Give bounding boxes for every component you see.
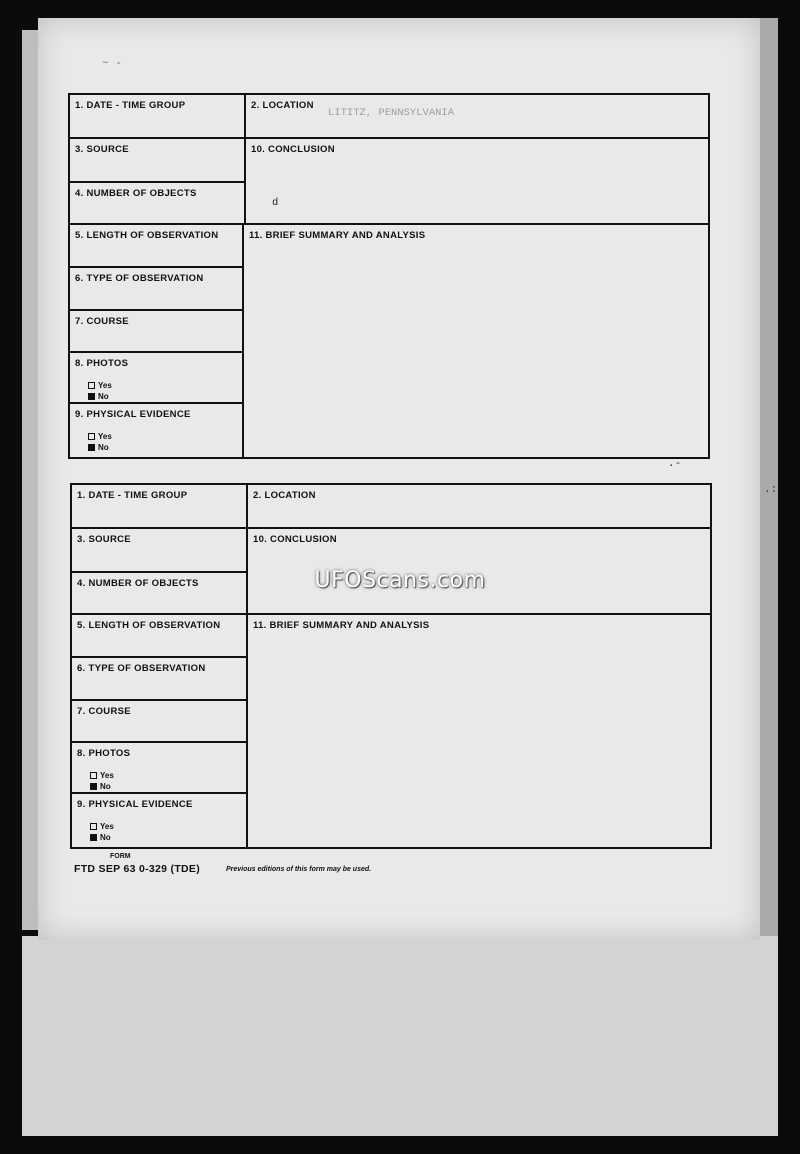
type-of-observation-label: 6. TYPE OF OBSERVATION [77,663,206,674]
form-word: FORM [110,853,131,860]
physical-evidence-yes-option [88,431,112,442]
date-time-group-label: 1. DATE - TIME GROUP [77,490,188,501]
photos-yes-label: Yes [100,771,114,780]
type-of-observation-cell [72,658,248,701]
physical-evidence-no-label: No [100,833,111,842]
checked-box-icon [88,393,95,400]
checked-box-icon [90,783,97,790]
photos-label: 8. PHOTOS [75,358,129,369]
physical-evidence-yes-label: Yes [98,432,112,441]
photos-cell [72,743,248,794]
photos-options [88,380,112,402]
physical-evidence-no-option [88,442,112,453]
photos-options [90,770,114,792]
course-label: 7. COURSE [77,706,131,717]
scan-speck: .- [668,458,682,470]
type-of-observation-cell [70,268,244,311]
course-cell [70,311,244,353]
physical-evidence-yes-label: Yes [100,822,114,831]
project-card-form-2 [70,483,712,849]
conclusion-mark: d [272,197,279,209]
source-label: 3. SOURCE [77,534,131,545]
length-of-observation-cell [72,615,248,658]
summary-cell [248,615,710,847]
length-of-observation-label: 5. LENGTH OF OBSERVATION [77,620,221,631]
scan-speck: .: [764,484,778,496]
checkbox-icon [90,772,97,779]
number-of-objects-label: 4. NUMBER OF OBJECTS [77,578,199,589]
course-cell [72,701,248,743]
location-label: 2. LOCATION [251,100,314,111]
date-time-group-cell [70,95,246,139]
location-label: 2. LOCATION [253,490,316,501]
number-of-objects-cell [70,183,246,225]
checkbox-icon [90,823,97,830]
physical-evidence-cell [70,404,244,457]
project-card-form-1 [68,93,710,459]
photos-no-option [90,781,114,792]
location-cell [248,485,710,529]
photos-yes-option [90,770,114,781]
checkbox-icon [88,382,95,389]
summary-label: 11. BRIEF SUMMARY AND ANALYSIS [249,230,426,241]
type-of-observation-label: 6. TYPE OF OBSERVATION [75,273,204,284]
photos-label: 8. PHOTOS [77,748,131,759]
checkbox-icon [88,433,95,440]
physical-evidence-no-label: No [98,443,109,452]
scan-speck: ~ - [102,58,122,70]
length-of-observation-label: 5. LENGTH OF OBSERVATION [75,230,219,241]
physical-evidence-label: 9. PHYSICAL EVIDENCE [77,799,193,810]
underlying-page-strip [22,936,778,1136]
paper-right-edge [760,18,778,936]
photos-no-label: No [100,782,111,791]
photos-yes-label: Yes [98,381,112,390]
summary-label: 11. BRIEF SUMMARY AND ANALYSIS [253,620,430,631]
checked-box-icon [88,444,95,451]
physical-evidence-label: 9. PHYSICAL EVIDENCE [75,409,191,420]
physical-evidence-no-option [90,832,114,843]
summary-cell [244,225,708,457]
conclusion-label: 10. CONCLUSION [253,534,337,545]
source-cell [72,529,248,573]
length-of-observation-cell [70,225,244,268]
conclusion-cell [246,139,708,225]
date-time-group-label: 1. DATE - TIME GROUP [75,100,186,111]
physical-evidence-options [90,821,114,843]
photos-yes-option [88,380,112,391]
checked-box-icon [90,834,97,841]
photos-no-label: No [98,392,109,401]
location-cell [246,95,708,139]
photos-cell [70,353,244,404]
location-value: LITITZ, PENNSYLVANIA [328,107,455,119]
source-label: 3. SOURCE [75,144,129,155]
number-of-objects-label: 4. NUMBER OF OBJECTS [75,188,197,199]
conclusion-label: 10. CONCLUSION [251,144,335,155]
physical-evidence-cell [72,794,248,847]
form-note: Previous editions of this form may be used. [226,866,372,873]
photos-no-option [88,391,112,402]
date-time-group-cell [72,485,248,529]
course-label: 7. COURSE [75,316,129,327]
physical-evidence-yes-option [90,821,114,832]
form-id: FTD SEP 63 0-329 (TDE) [74,863,201,875]
watermark: UFOScans.com [314,568,486,593]
source-cell [70,139,246,183]
physical-evidence-options [88,431,112,453]
